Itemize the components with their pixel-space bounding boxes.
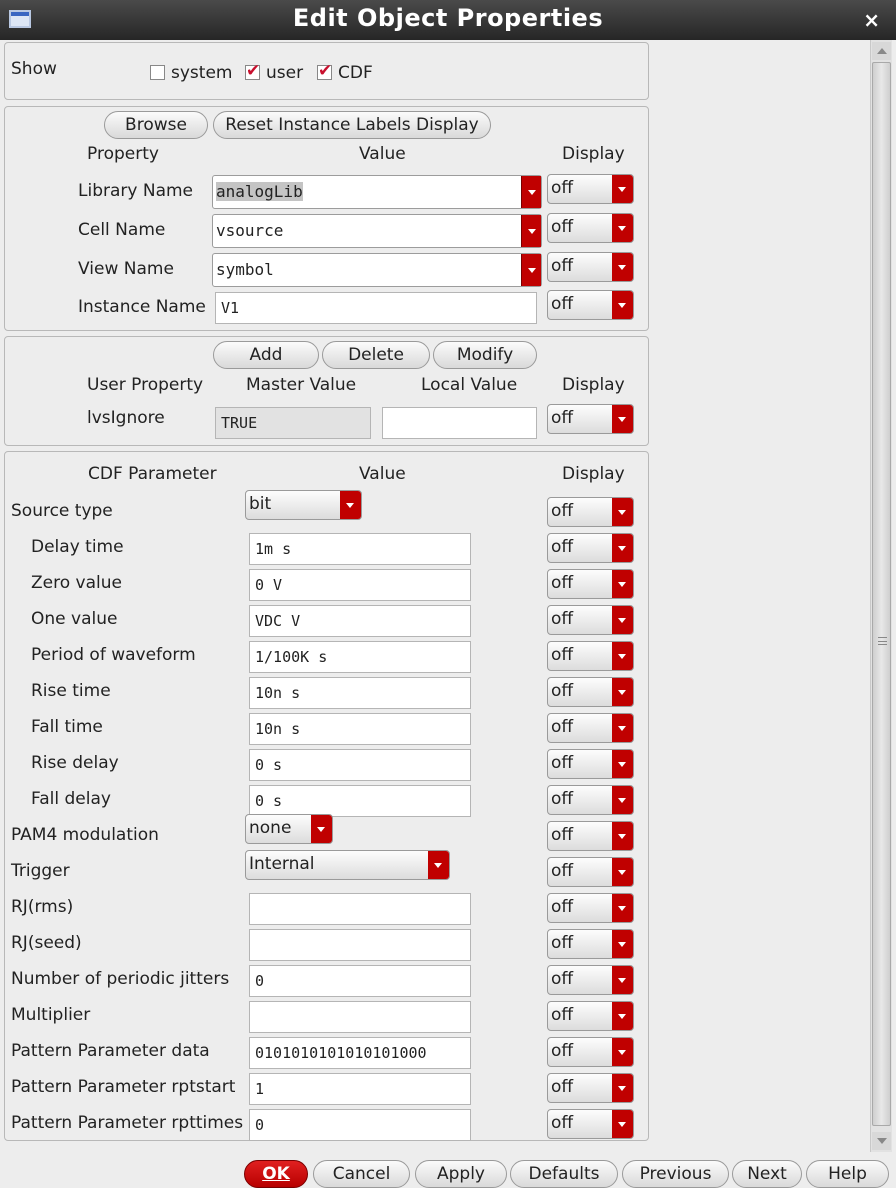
vertical-scrollbar[interactable] xyxy=(870,40,892,1152)
display-value: off xyxy=(551,861,574,881)
view-name-combo[interactable] xyxy=(212,253,542,287)
defaults-button[interactable]: Defaults xyxy=(510,1160,618,1188)
rj-rms-display[interactable] xyxy=(547,893,634,923)
delay-time-field[interactable]: 1m s xyxy=(249,533,471,565)
delay-time-display[interactable] xyxy=(547,533,634,563)
display-value: off xyxy=(551,681,574,701)
display-value: off xyxy=(551,897,574,917)
chevron-down-icon[interactable] xyxy=(612,642,633,670)
trigger-display[interactable] xyxy=(547,857,634,887)
chevron-down-icon[interactable] xyxy=(521,176,541,208)
zero-value-field[interactable]: 0 V xyxy=(249,569,471,601)
next-button[interactable]: Next xyxy=(732,1160,802,1188)
ok-button-label: OK xyxy=(262,1164,290,1184)
display-value: off xyxy=(551,217,574,237)
add-button[interactable]: Add xyxy=(213,341,319,369)
chevron-down-icon[interactable] xyxy=(612,786,633,814)
one-value-field[interactable]: VDC V xyxy=(249,605,471,637)
chevron-down-icon[interactable] xyxy=(428,851,449,879)
multiplier-display[interactable] xyxy=(547,1001,634,1031)
scroll-up-icon[interactable] xyxy=(872,42,891,60)
rise-delay-field[interactable]: 0 s xyxy=(249,749,471,781)
window-title: Edit Object Properties xyxy=(292,4,604,32)
value-header: Value xyxy=(359,464,406,484)
view-name-value: symbol xyxy=(216,260,274,279)
chevron-down-icon[interactable] xyxy=(521,254,541,286)
user-checkbox[interactable] xyxy=(245,65,260,80)
source-type-cycle[interactable] xyxy=(245,490,362,520)
pam4-modulation-display[interactable] xyxy=(547,821,634,851)
property-header: Property xyxy=(87,144,159,164)
instance-group xyxy=(4,106,649,331)
chevron-down-icon[interactable] xyxy=(612,750,633,778)
library-name-display[interactable] xyxy=(547,174,634,204)
zero-value-display[interactable] xyxy=(547,569,634,599)
local-value-header: Local Value xyxy=(421,375,518,395)
user-property-group xyxy=(4,336,649,446)
display-value: off xyxy=(551,645,574,665)
rj-seed-display[interactable] xyxy=(547,929,634,959)
ok-button[interactable] xyxy=(244,1160,308,1188)
chevron-down-icon[interactable] xyxy=(612,498,633,526)
chevron-down-icon[interactable] xyxy=(612,1038,633,1066)
cdf-parameter-group xyxy=(4,451,649,1141)
grip-icon xyxy=(878,637,887,645)
master-value-header: Master Value xyxy=(246,375,357,395)
chevron-down-icon[interactable] xyxy=(612,534,633,562)
rj-seed-label: RJ(seed) xyxy=(11,933,82,953)
display-value: off xyxy=(551,1041,574,1061)
cdf-checkbox-label: CDF xyxy=(338,63,373,83)
chevron-down-icon[interactable] xyxy=(612,253,633,281)
one-value-label: One value xyxy=(31,609,118,629)
pattern-parameter-rpttimes-display[interactable] xyxy=(547,1109,634,1139)
fall-delay-display[interactable] xyxy=(547,785,634,815)
fall-delay-field[interactable]: 0 s xyxy=(249,785,471,817)
rj-rms-label: RJ(rms) xyxy=(11,897,74,917)
user-property-header: User Property xyxy=(87,375,204,395)
display-header: Display xyxy=(562,375,625,395)
cdf-parameter-header: CDF Parameter xyxy=(88,464,217,484)
multiplier-label: Multiplier xyxy=(11,1005,91,1025)
show-group xyxy=(4,42,649,100)
display-value: off xyxy=(551,789,574,809)
one-value-display[interactable] xyxy=(547,605,634,635)
period-of-waveform-label: Period of waveform xyxy=(31,645,196,665)
chevron-down-icon[interactable] xyxy=(612,858,633,886)
pattern-parameter-data-display[interactable] xyxy=(547,1037,634,1067)
trigger-cycle[interactable] xyxy=(245,850,450,880)
previous-button[interactable]: Previous xyxy=(622,1160,729,1188)
chevron-down-icon[interactable] xyxy=(612,405,633,433)
lvsignore-label: lvsIgnore xyxy=(87,408,165,428)
cell-name-label: Cell Name xyxy=(78,220,166,240)
chevron-down-icon[interactable] xyxy=(612,1002,633,1030)
source-type-label: Source type xyxy=(11,501,113,521)
chevron-down-icon[interactable] xyxy=(612,1074,633,1102)
chevron-down-icon[interactable] xyxy=(311,815,332,843)
display-value: off xyxy=(551,825,574,845)
display-value: off xyxy=(551,933,574,953)
user-checkbox-label: user xyxy=(266,63,304,83)
display-value: off xyxy=(551,753,574,773)
chevron-down-icon[interactable] xyxy=(612,714,633,742)
chevron-down-icon[interactable] xyxy=(612,214,633,242)
display-value: off xyxy=(551,294,574,314)
zero-value-label: Zero value xyxy=(31,573,122,593)
chevron-down-icon[interactable] xyxy=(612,930,633,958)
fall-time-field[interactable]: 10n s xyxy=(249,713,471,745)
pattern-parameter-rptstart-field[interactable]: 1 xyxy=(249,1073,471,1105)
pam4-modulation-value: none xyxy=(249,818,292,838)
pattern-parameter-rpttimes-label: Pattern Parameter rpttimes xyxy=(11,1113,244,1133)
period-of-waveform-display[interactable] xyxy=(547,641,634,671)
display-value: off xyxy=(551,408,574,428)
apply-button[interactable]: Apply xyxy=(415,1160,507,1188)
display-value: off xyxy=(551,717,574,737)
display-value: off xyxy=(551,537,574,557)
display-value: off xyxy=(551,1113,574,1133)
rj-rms-field[interactable] xyxy=(249,893,471,925)
display-value: off xyxy=(551,1077,574,1097)
cell-name-value: vsource xyxy=(216,221,284,240)
display-value: off xyxy=(551,256,574,276)
value-header: Value xyxy=(359,144,406,164)
view-name-display[interactable] xyxy=(547,252,634,282)
form-content xyxy=(0,40,868,1150)
display-header: Display xyxy=(562,144,625,164)
display-value: off xyxy=(551,969,574,989)
library-name-combo[interactable] xyxy=(212,175,542,209)
rise-time-label: Rise time xyxy=(31,681,111,701)
library-name-label: Library Name xyxy=(78,181,193,201)
chevron-down-icon[interactable] xyxy=(612,175,633,203)
period-of-waveform-field[interactable]: 1/100K s xyxy=(249,641,471,673)
cdf-checkbox[interactable] xyxy=(317,65,332,80)
chevron-down-icon[interactable] xyxy=(612,678,633,706)
system-checkbox[interactable] xyxy=(150,65,165,80)
scroll-down-icon[interactable] xyxy=(872,1132,891,1150)
delete-button[interactable]: Delete xyxy=(322,341,430,369)
chevron-down-icon[interactable] xyxy=(612,822,633,850)
chevron-down-icon[interactable] xyxy=(612,606,633,634)
trigger-value: Internal xyxy=(249,854,315,874)
delay-time-label: Delay time xyxy=(31,537,124,557)
pattern-parameter-rptstart-display[interactable] xyxy=(547,1073,634,1103)
display-value: off xyxy=(551,1005,574,1025)
cell-name-display[interactable] xyxy=(547,213,634,243)
rise-time-field[interactable]: 10n s xyxy=(249,677,471,709)
rj-seed-field[interactable] xyxy=(249,929,471,961)
number-of-periodic-jitters-field[interactable]: 0 xyxy=(249,965,471,997)
library-name-value: analogLib xyxy=(216,182,303,201)
display-value: off xyxy=(551,178,574,198)
multiplier-field[interactable] xyxy=(249,1001,471,1033)
lvsignore-display[interactable] xyxy=(547,404,634,434)
source-type-display[interactable] xyxy=(547,497,634,527)
pattern-parameter-rptstart-label: Pattern Parameter rptstart xyxy=(11,1077,236,1097)
chevron-down-icon[interactable] xyxy=(612,291,633,319)
pattern-parameter-data-label: Pattern Parameter data xyxy=(11,1041,210,1061)
pam4-modulation-cycle[interactable] xyxy=(245,814,333,844)
scroll-thumb[interactable] xyxy=(872,62,891,1126)
display-header: Display xyxy=(562,464,625,484)
fall-time-display[interactable] xyxy=(547,713,634,743)
display-value: off xyxy=(551,609,574,629)
chevron-down-icon[interactable] xyxy=(612,966,633,994)
rise-delay-label: Rise delay xyxy=(31,753,119,773)
number-of-periodic-jitters-display[interactable] xyxy=(547,965,634,995)
fall-time-label: Fall time xyxy=(31,717,103,737)
cell-name-combo[interactable] xyxy=(212,214,542,248)
reset-labels-button[interactable]: Reset Instance Labels Display xyxy=(213,111,491,139)
display-value: off xyxy=(551,573,574,593)
pam4-modulation-label: PAM4 modulation xyxy=(11,825,159,845)
title-bar xyxy=(0,0,896,40)
close-icon[interactable]: × xyxy=(863,8,880,32)
cancel-button[interactable]: Cancel xyxy=(313,1160,410,1188)
chevron-down-icon[interactable] xyxy=(612,570,633,598)
pattern-parameter-rpttimes-field[interactable]: 0 xyxy=(249,1109,471,1141)
view-name-label: View Name xyxy=(78,259,174,279)
lvsignore-local-value[interactable] xyxy=(382,407,537,439)
instance-name-display[interactable] xyxy=(547,290,634,320)
fall-delay-label: Fall delay xyxy=(31,789,111,809)
chevron-down-icon[interactable] xyxy=(612,894,633,922)
show-label: Show xyxy=(11,59,57,79)
chevron-down-icon[interactable] xyxy=(340,491,361,519)
help-button[interactable]: Help xyxy=(806,1160,889,1188)
lvsignore-master-value: TRUE xyxy=(215,407,371,439)
modify-button[interactable]: Modify xyxy=(433,341,537,369)
chevron-down-icon[interactable] xyxy=(521,215,541,247)
system-checkbox-label: system xyxy=(171,63,233,83)
number-of-periodic-jitters-label: Number of periodic jitters xyxy=(11,969,230,989)
chevron-down-icon[interactable] xyxy=(612,1110,633,1138)
instance-name-label: Instance Name xyxy=(78,297,206,317)
trigger-label: Trigger xyxy=(11,861,70,881)
rise-time-display[interactable] xyxy=(547,677,634,707)
source-type-value: bit xyxy=(249,494,272,514)
browse-button[interactable]: Browse xyxy=(104,111,208,139)
pattern-parameter-data-field[interactable]: 0101010101010101000 xyxy=(249,1037,471,1069)
display-value: off xyxy=(551,501,574,521)
instance-name-field[interactable]: V1 xyxy=(215,292,537,324)
rise-delay-display[interactable] xyxy=(547,749,634,779)
